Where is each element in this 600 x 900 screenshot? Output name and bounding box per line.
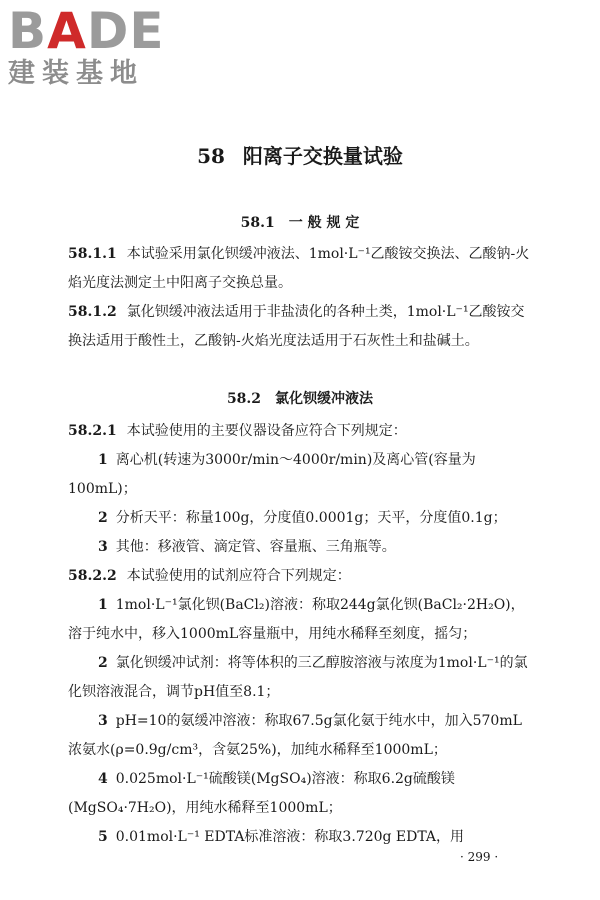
list-item: 2 氯化钡缓冲试剂：将等体积的三乙醇胺溶液与浓度为1mol·L⁻¹的氯化钡溶液混合，调节pH值至8.1；: [68, 655, 528, 700]
chapter-number: 58: [197, 144, 225, 168]
clause-58-1-2: 58.1.2 氯化钡缓冲液法适用于非盐渍化的各种土类，1mol·L⁻¹乙酸铵交换法适用于酸性土，乙酸钠-火焰光度法适用于石灰性土和盐碱土。: [68, 304, 525, 349]
list-item: 4 0.025mol·L⁻¹硫酸镁(MgSO₄)溶液：称取6.2g硫酸镁(MgSO₄·7H₂O)，用纯水稀释至1000mL；: [68, 771, 455, 816]
bade-logo: [8, 2, 178, 90]
logo-subtitle: 建装基地: [8, 58, 144, 89]
page-number: · 299 ·: [460, 850, 499, 864]
list-item: 5 0.01mol·L⁻¹ EDTA标准溶液：称取3.720g EDTA，用: [98, 829, 465, 845]
chapter-title: [0, 140, 600, 169]
clause-58-1-1: 58.1.1 本试验采用氯化钡缓冲液法、1mol·L⁻¹乙酸铵交换法、乙酸钠-火焰光度法测定土中阳离子交换总量。: [68, 246, 530, 291]
section-heading-58-2: 58.2 氯化钡缓冲液法: [226, 391, 374, 407]
chapter-title-text: 阳离子交换量试验: [242, 144, 403, 168]
list-item: 2 分析天平：称量100g，分度值0.0001g；天平，分度值0.1g；: [98, 510, 507, 526]
clause-58-2-1: 58.2.1 本试验使用的主要仪器设备应符合下列规定：: [68, 423, 407, 439]
list-item: 3 其他：移液管、滴定管、容量瓶、三角瓶等。: [98, 539, 396, 555]
logo-wordmark: BADE: [8, 2, 165, 60]
section-heading-58-1: 58.1 一 般 规 定: [240, 215, 360, 231]
list-item: 1 1mol·L⁻¹氯化钡(BaCl₂)溶液：称取244g氯化钡(BaCl₂·2H₂O)，溶于纯水中，移入1000mL容量瓶中，用纯水稀释至刻度，摇匀；: [68, 597, 525, 642]
clause-58-2-2: 58.2.2 本试验使用的试剂应符合下列规定：: [68, 568, 351, 584]
list-item: 1 离心机(转速为3000r/min～4000r/min)及离心管(容量为100mL)；: [68, 452, 476, 497]
list-item: 3 pH=10的氨缓冲溶液：称取67.5g氯化氨于纯水中，加入570mL浓氨水(ρ=0.9g/cm³，含氨25%)，加纯水稀释至1000mL；: [68, 713, 522, 758]
